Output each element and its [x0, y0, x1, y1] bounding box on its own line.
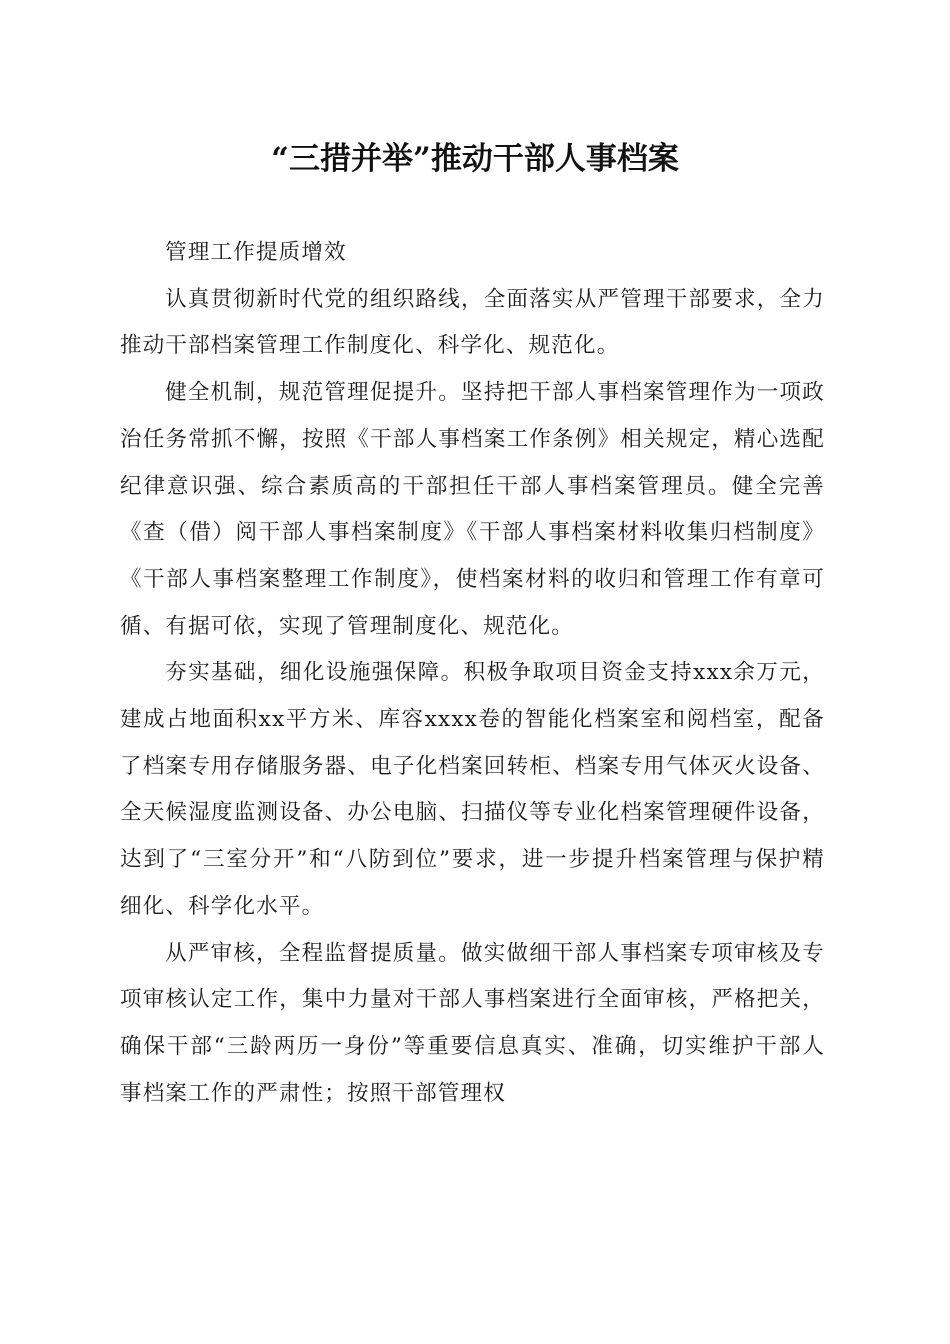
- mechanism-paragraph: 健全机制，规范管理促提升。坚持把干部人事档案管理作为一项政治任务常抓不懈，按照《干部人事档案工作条例》相关规定，精心选配纪律意识强、综合素质高的干部担任干部人事档案管理员。健全完善《查（借）阅干部人事档案制度》《干部人事档案材料收集归档制度》《干部人事档案整理工作制度》，使档案材料的收归和管理工作有章可循、有据可依，实现了管理制度化、规范化。: [120, 380, 825, 639]
- intro-paragraph: 认真贯彻新时代党的组织路线，全面落实从严管理干部要求，全力推动干部档案管理工作制度化、科学化、规范化。: [120, 286, 825, 359]
- document-body: [120, 230, 825, 1117]
- review-paragraph: 从严审核，全程监督提质量。做实做细干部人事档案专项审核及专项审核认定工作，集中力量对干部人事档案进行全面审核，严格把关，确保干部“三龄两历一身份”等重要信息真实、准确，切实维护干部人事档案工作的严肃性；按照干部管理权: [120, 940, 825, 1106]
- subtitle-paragraph: 管理工作提质增效: [165, 240, 347, 265]
- document-title: “三措并举”推动干部人事档案: [271, 141, 679, 177]
- facilities-paragraph: 夯实基础，细化设施强保障。积极争取项目资金支持xxx余万元，建成占地面积xx平方米、库容xxxx卷的智能化档案室和阅档室，配备了档案专用存储服务器、电子化档案回转柜、档案专用气体灭火设备、全天候湿度监测设备、办公电脑、扫描仪等专业化档案管理硬件设备，达到了“三室分开”和“八防到位”要求，进一步提升档案管理与保护精细化、科学化水平。: [120, 660, 825, 919]
